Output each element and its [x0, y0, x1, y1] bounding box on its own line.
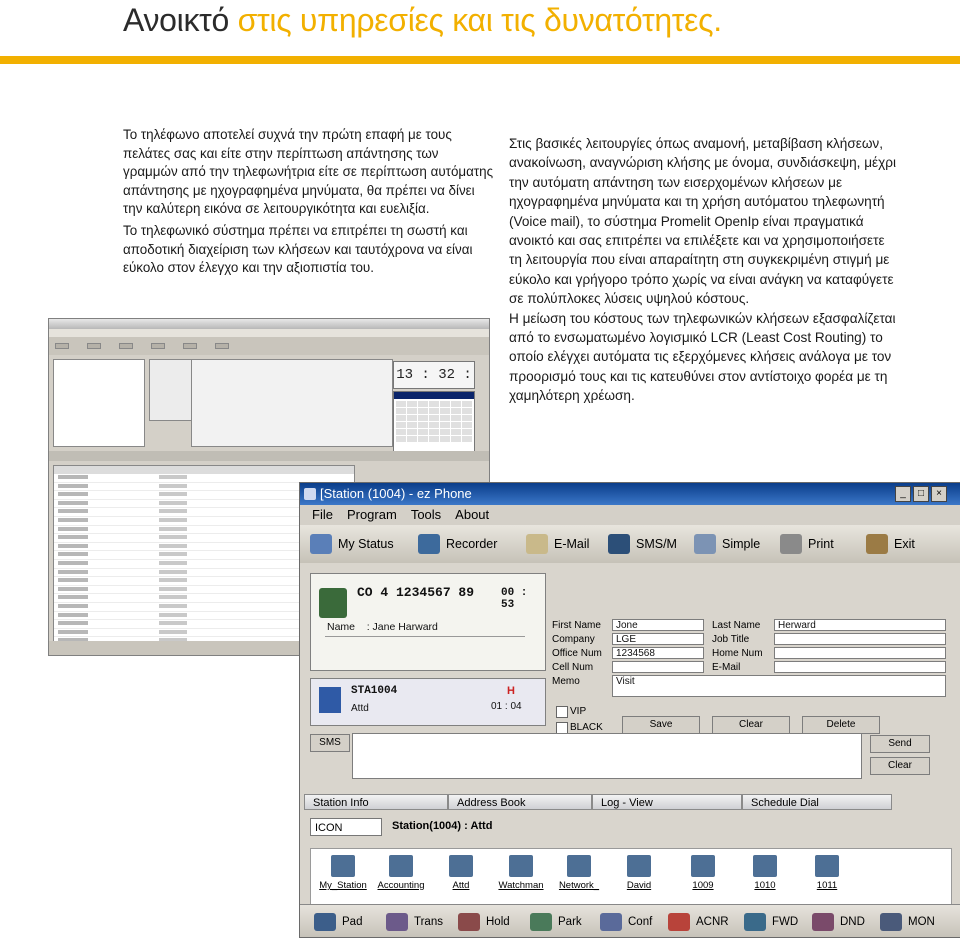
calendar-day-cell — [462, 429, 472, 435]
call-display — [310, 573, 546, 671]
calendar-day-cell — [407, 415, 417, 421]
calendar-day-cell — [407, 436, 417, 442]
office-num-field[interactable]: 1234568 — [612, 647, 704, 659]
menu-bar — [300, 505, 960, 525]
calendar-day-cell — [440, 429, 450, 435]
acnr-icon — [668, 913, 690, 931]
job-title-field[interactable] — [774, 633, 946, 645]
company-label: Company — [552, 634, 595, 645]
maximize-icon[interactable]: □ — [913, 486, 929, 502]
cell-placeholder — [159, 509, 187, 513]
memo-field[interactable]: Visit — [612, 675, 946, 697]
calendar-day-cell — [451, 401, 461, 407]
toolbar — [300, 525, 960, 563]
station-item-watchman[interactable] — [493, 855, 549, 891]
cell-placeholder — [159, 578, 187, 582]
old-app-list-panel — [53, 359, 145, 447]
calendar-day-cell — [429, 436, 439, 442]
acnr-label: ACNR — [696, 916, 729, 928]
cell-placeholder — [159, 527, 187, 531]
calendar-day-cell — [418, 401, 428, 407]
calendar-day-cell — [440, 436, 450, 442]
tab-schedule-dial[interactable]: Schedule Dial — [742, 794, 892, 810]
cell-placeholder — [58, 492, 88, 496]
old-app-toolbar — [49, 337, 489, 355]
calendar-day-cell — [429, 408, 439, 414]
hold-timer: 01 : 04 — [491, 701, 522, 712]
cell-placeholder — [159, 587, 187, 591]
home-num-field[interactable] — [774, 647, 946, 659]
calendar-day-cell — [451, 408, 461, 414]
close-icon[interactable]: × — [931, 486, 947, 502]
calendar-day-cell — [429, 429, 439, 435]
station-item-1009[interactable] — [675, 855, 731, 891]
my-station-icon — [331, 855, 355, 877]
calendar-day-cell — [429, 415, 439, 421]
cell-placeholder — [58, 518, 88, 522]
page-title — [123, 2, 722, 39]
hold-label: Hold — [486, 916, 510, 928]
cell-placeholder — [58, 578, 88, 582]
exit-label: Exit — [894, 537, 915, 551]
calendar-day-cell — [407, 401, 417, 407]
info-tabs — [300, 794, 960, 810]
trans-button[interactable] — [386, 911, 443, 933]
cell-placeholder — [58, 484, 88, 488]
old-app-tab-strip — [49, 451, 489, 461]
old-app-titlebar — [49, 319, 489, 329]
simple-label: Simple — [722, 537, 761, 551]
clear-button[interactable]: Clear — [712, 716, 790, 734]
home-num-label: Home Num — [712, 648, 763, 659]
calendar-day-cell — [396, 415, 406, 421]
view-mode-select[interactable]: ICON — [310, 818, 382, 836]
calendar-day-cell — [462, 408, 472, 414]
calendar-day-cell — [407, 408, 417, 414]
window-title: [Station (1004) - ez Phone — [320, 486, 472, 501]
conf-label: Conf — [628, 916, 653, 928]
sms-button[interactable] — [598, 529, 684, 559]
old-app-tool-2 — [87, 343, 101, 349]
conf-button[interactable] — [600, 911, 652, 933]
calendar-day-cell — [396, 422, 406, 428]
cell-placeholder — [159, 501, 187, 505]
cell-placeholder — [159, 655, 187, 656]
calendar-day-cell — [396, 401, 406, 407]
left-paragraph-1: Το τηλέφωνο αποτελεί συχνά την πρώτη επαφή με τους πελάτες σας και είτε στην περίπτωση απάντησης των γραμμών από την τηλεφωνήτρια είτε σε περίπτωση αυτόματης απάντησης με ηχογραφημένα μηνύματα, θα πρέπει να δίνει την καλύτερη εικόνα σε λειτουργικότητα και ευελιξία. — [123, 127, 494, 217]
calendar-day-cell — [418, 429, 428, 435]
calendar-day-cell — [451, 415, 461, 421]
pad-label: Pad — [342, 916, 363, 928]
station-item-attd[interactable] — [433, 855, 489, 891]
trans-label: Trans — [414, 916, 443, 928]
pad-button[interactable] — [314, 911, 362, 933]
station-mode: Attd — [351, 703, 369, 714]
network-icon — [567, 855, 591, 877]
david-icon — [627, 855, 651, 877]
calendar-day-cell — [429, 422, 439, 428]
call-line: CO 4 1234567 89 — [357, 585, 475, 600]
calendar-day-cell — [407, 429, 417, 435]
old-app-tool-4 — [151, 343, 165, 349]
station-item-label: 1010 — [754, 880, 776, 891]
cell-placeholder — [58, 595, 88, 599]
ez-phone-window — [299, 482, 960, 938]
calendar-day-cell — [451, 436, 461, 442]
calendar-day-cell — [396, 408, 406, 414]
calendar-day-cell — [440, 422, 450, 428]
station-item-label: 1009 — [692, 880, 714, 891]
tab-log-view[interactable]: Log - View — [592, 794, 742, 810]
table-header — [54, 466, 354, 474]
last-name-field[interactable]: Herward — [774, 619, 946, 631]
calendar-day-cell — [440, 401, 450, 407]
recorder-icon — [418, 534, 440, 554]
window-titlebar — [300, 483, 960, 505]
cell-placeholder — [58, 613, 88, 617]
menu-program[interactable]: Program — [346, 507, 397, 522]
calendar-day-cell — [418, 422, 428, 428]
cell-placeholder — [58, 570, 88, 574]
station-path: Station(1004) : Attd — [392, 820, 493, 832]
cell-placeholder — [159, 561, 187, 565]
cell-placeholder — [58, 552, 88, 556]
station-1010-icon — [753, 855, 777, 877]
status-icon — [310, 534, 332, 554]
station-item-label: 1011 — [816, 880, 838, 891]
cell-placeholder — [159, 570, 187, 574]
my-status-label: My Status — [338, 537, 394, 551]
cell-placeholder — [58, 535, 88, 539]
old-app-tool-5 — [183, 343, 197, 349]
park-icon — [530, 913, 552, 931]
header-rule — [0, 56, 960, 64]
tab-address-book[interactable]: Address Book — [448, 794, 592, 810]
acnr-button[interactable] — [668, 911, 729, 933]
call-timer: 00 : 53 — [501, 587, 528, 611]
mon-label: MON — [908, 916, 935, 928]
right-paragraph-1: Στις βασικές λειτουργίες όπως αναμονή, μεταβίβαση κλήσεων, ανακοίνωση, αναγνώριση κλήσης με όνομα, συνδιάσκεψη, μέχρι την αυτόματη απάντηση των εισερχομένων κλήσεων με ηχογραφημένα μηνύματα και τη χρήση αυτόματου τηλεφωνητή (Voice mail), το σύστημα Promelit OpenIp είναι πραγματικά ανοικτό και σας επιτρέπει να επιλέξετε και να χρησιμοποιήσετε τη λειτουργία που είναι απαραίτητη στη συγκεκριμένη στιγμή με εύκολο και γρήγορο τρόπο χωρίς να είναι ανάγκη να καταφύγετε σε πολύπλοκες λύσεις υψηλού κόστους. — [509, 136, 897, 307]
cell-placeholder — [159, 492, 187, 496]
sms-send-icon-button[interactable]: SMS — [310, 734, 350, 752]
calendar-day-cell — [429, 401, 439, 407]
forward-icon — [744, 913, 766, 931]
left-paragraph-2: Το τηλεφωνικό σύστημα πρέπει να επιτρέπει τη σωστή και αποδοτική διαχείριση των κλήσεων και ταυτόχρονα να είναι εύκολο στον έλεγχο και την αξιοπιστία του. — [123, 222, 473, 276]
menu-about[interactable]: About — [455, 507, 490, 522]
last-name-label: Last Name — [712, 620, 761, 631]
station-item-1010[interactable] — [737, 855, 793, 891]
station-item-david[interactable] — [611, 855, 667, 891]
calendar-day-cell — [440, 415, 450, 421]
cell-num-label: Cell Num — [552, 662, 594, 673]
first-name-field[interactable]: Jone — [612, 619, 704, 631]
caller-name-label: Name — [327, 621, 356, 633]
cell-placeholder — [159, 475, 187, 479]
park-button[interactable] — [530, 911, 582, 933]
caller-name-value: : Jane Harward — [366, 621, 438, 633]
attd-icon — [449, 855, 473, 877]
cell-placeholder — [159, 544, 187, 548]
calendar-day-cell — [462, 415, 472, 421]
email-button[interactable] — [516, 529, 598, 559]
email-field[interactable] — [774, 661, 946, 673]
old-app-tool-6 — [215, 343, 229, 349]
handset-icon — [319, 588, 347, 618]
cell-placeholder — [159, 518, 187, 522]
caller-name-row — [327, 621, 438, 633]
station-status — [310, 678, 546, 726]
print-icon — [780, 534, 802, 554]
monitor-icon — [880, 913, 902, 931]
watchman-icon — [509, 855, 533, 877]
station-item-label: Network_ — [558, 880, 600, 891]
recorder-label: Recorder — [446, 537, 498, 551]
delete-button[interactable]: Delete — [802, 716, 880, 734]
recorder-button[interactable] — [408, 529, 516, 559]
station-id: STA1004 — [351, 685, 398, 697]
cell-placeholder — [159, 604, 187, 608]
station-item-accounting[interactable] — [373, 855, 429, 891]
my-status-button[interactable] — [300, 529, 408, 559]
station-item-label: Attd — [452, 880, 470, 891]
vip-checkbox[interactable] — [556, 706, 568, 718]
calendar-day-cell — [462, 436, 472, 442]
print-label: Print — [808, 537, 834, 551]
calendar-day-cell — [418, 408, 428, 414]
sms-icon — [608, 534, 630, 554]
station-icon — [319, 687, 341, 713]
simple-button[interactable] — [684, 529, 770, 559]
cell-placeholder — [58, 475, 88, 479]
old-app-calendar — [393, 391, 475, 459]
calendar-day-cell — [462, 401, 472, 407]
station-item-label: My_Station — [319, 880, 367, 891]
phone-body — [300, 563, 960, 937]
dnd-icon — [812, 913, 834, 931]
station-item-label: David — [626, 880, 652, 891]
old-app-clock: 13 : 32 : — [393, 361, 475, 389]
calendar-day-cell — [451, 422, 461, 428]
cell-placeholder — [159, 621, 187, 625]
dnd-button[interactable] — [812, 911, 865, 933]
calendar-grid — [394, 399, 474, 444]
station-item-label: Watchman — [498, 880, 544, 891]
simple-icon — [694, 534, 716, 554]
first-name-label: First Name — [552, 620, 601, 631]
calendar-day-cell — [396, 429, 406, 435]
conference-icon — [600, 913, 622, 931]
left-text-column — [123, 126, 495, 281]
pad-icon — [314, 913, 336, 931]
exit-button[interactable] — [856, 529, 936, 559]
calendar-day-cell — [396, 436, 406, 442]
memo-label: Memo — [552, 676, 580, 687]
old-app-tool-3 — [119, 343, 133, 349]
call-control-bar — [300, 904, 960, 938]
job-title-label: Job Title — [712, 634, 750, 645]
station-1009-icon — [691, 855, 715, 877]
station-1011-icon — [815, 855, 839, 877]
cell-placeholder — [58, 587, 88, 591]
company-field[interactable]: LGE — [612, 633, 704, 645]
cell-placeholder — [58, 501, 88, 505]
minimize-icon[interactable]: _ — [895, 486, 911, 502]
cell-placeholder — [159, 535, 187, 539]
email-icon — [526, 534, 548, 554]
cell-placeholder — [159, 552, 187, 556]
cell-placeholder — [159, 595, 187, 599]
cell-placeholder — [58, 604, 88, 608]
sms-label: SMS/M — [636, 537, 677, 551]
cell-placeholder — [58, 527, 88, 531]
tab-station-info[interactable]: Station Info — [304, 794, 448, 810]
cell-placeholder — [159, 484, 187, 488]
station-item-my-station[interactable] — [315, 855, 371, 891]
dnd-label: DND — [840, 916, 865, 928]
print-button[interactable] — [770, 529, 856, 559]
title-rest: στις υπηρεσίες και τις δυνατότητες. — [237, 2, 722, 38]
station-icon-list — [310, 848, 952, 910]
sms-clear-button[interactable]: Clear — [870, 757, 930, 775]
address-row — [310, 818, 950, 838]
cell-placeholder — [159, 630, 187, 634]
caller-name-underline — [325, 636, 525, 637]
hold-button[interactable] — [458, 911, 510, 933]
right-paragraph-2: Η μείωση του κόστους των τηλεφωνικών κλήσεων εξασφαλίζεται από το ενσωματωμένο λογισμικό LCR (Least Cost Routing) το οποίο ελέγχει αυτόματα τις εξερχόμενες κλήσεις ανάλογα με τον προορισμό τους και τις κατευθύνει στον αντίστοιχο φορέα με τη χαμηλότερη χρέωση. — [509, 310, 896, 404]
station-item-1011[interactable] — [799, 855, 855, 891]
cell-placeholder — [58, 621, 88, 625]
calendar-day-cell — [418, 415, 428, 421]
old-app-menubar — [49, 329, 489, 337]
old-app-form-panel — [191, 359, 393, 447]
calendar-day-cell — [440, 408, 450, 414]
calendar-caption — [394, 392, 474, 399]
park-label: Park — [558, 916, 582, 928]
page-header — [0, 0, 960, 56]
cell-placeholder — [58, 509, 88, 513]
exit-icon — [866, 534, 888, 554]
sms-message-field[interactable] — [352, 733, 862, 779]
cell-placeholder — [58, 561, 88, 565]
send-button[interactable]: Send — [870, 735, 930, 753]
vip-label: VIP — [570, 706, 587, 717]
office-num-label: Office Num — [552, 648, 602, 659]
menu-tools[interactable]: Tools — [410, 507, 442, 522]
save-button[interactable]: Save — [622, 716, 700, 734]
cell-placeholder — [58, 630, 88, 634]
calendar-day-cell — [462, 422, 472, 428]
calendar-day-cell — [451, 429, 461, 435]
hold-indicator: H — [507, 685, 515, 697]
title-accent-word: Ανοικτό — [123, 2, 230, 38]
mon-button[interactable] — [880, 911, 935, 933]
cell-placeholder — [58, 655, 88, 656]
fwd-label: FWD — [772, 916, 799, 928]
cell-num-field[interactable] — [612, 661, 704, 673]
calendar-day-cell — [418, 436, 428, 442]
menu-file[interactable]: File — [312, 507, 333, 522]
black-label: BLACK — [570, 722, 603, 733]
old-app-tool-1 — [55, 343, 69, 349]
hold-icon — [458, 913, 480, 931]
app-icon — [304, 488, 316, 500]
calendar-day-cell — [407, 422, 417, 428]
right-text-column — [509, 134, 899, 406]
cell-placeholder — [159, 613, 187, 617]
station-item-network[interactable] — [551, 855, 607, 891]
fwd-button[interactable] — [744, 911, 798, 933]
email-label: E-Mail — [712, 662, 741, 673]
station-item-label: Accounting — [377, 880, 425, 891]
email-label: E-Mail — [554, 537, 590, 551]
transfer-icon — [386, 913, 408, 931]
accounting-icon — [389, 855, 413, 877]
cell-placeholder — [58, 544, 88, 548]
